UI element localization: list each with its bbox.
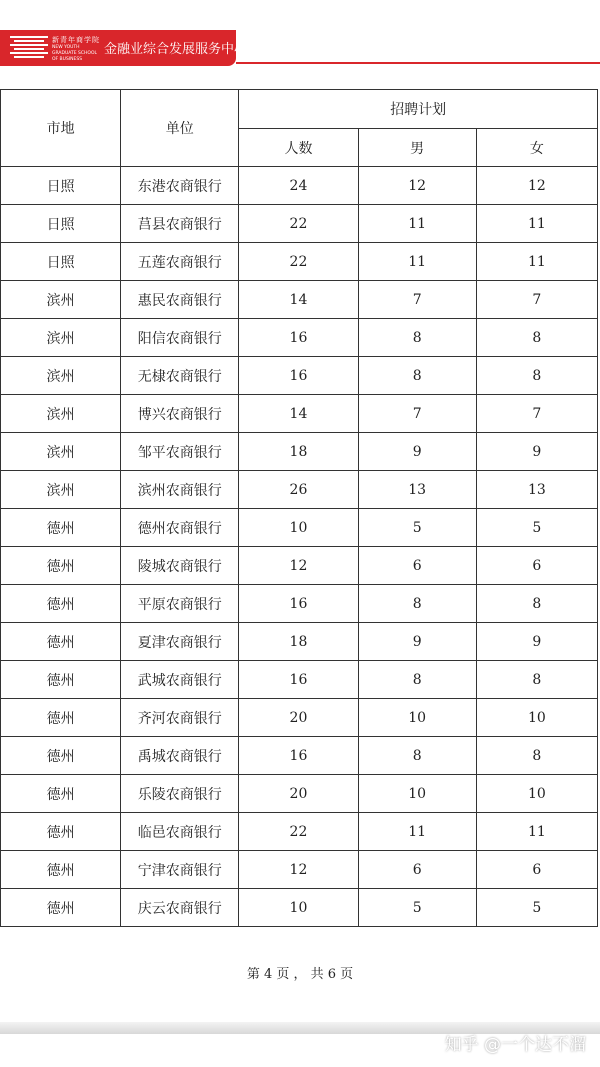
cell-unit: 临邑农商银行 [121,813,239,851]
recruitment-table [0,89,598,927]
cell-unit: 滨州农商银行 [121,471,239,509]
cell-city: 德州 [1,775,121,813]
cell-city: 滨州 [1,281,121,319]
cell-male: 11 [358,813,476,851]
cell-female: 5 [476,889,597,927]
cell-female: 5 [476,509,597,547]
table-row [1,737,598,775]
logo-en: NEW YOUTH GRADUATE SCHOOL OF BUSINESS [52,45,97,62]
cell-count: 20 [239,775,358,813]
table-row [1,319,598,357]
cell-female: 8 [476,319,597,357]
header-male: 男 [358,129,476,167]
cell-unit: 平原农商银行 [121,585,239,623]
cell-male: 8 [358,737,476,775]
school-logo-text [52,36,102,63]
cell-city: 德州 [1,737,121,775]
cell-city: 德州 [1,585,121,623]
table-row [1,547,598,585]
cell-unit: 陵城农商银行 [121,547,239,585]
cell-city: 德州 [1,889,121,927]
cell-male: 9 [358,623,476,661]
table-row [1,281,598,319]
cell-count: 18 [239,623,358,661]
table-row [1,661,598,699]
cell-female: 13 [476,471,597,509]
cell-count: 14 [239,395,358,433]
cell-city: 德州 [1,813,121,851]
cell-city: 德州 [1,623,121,661]
table-body [1,167,598,927]
cell-unit: 阳信农商银行 [121,319,239,357]
page-number: 第 4 页 ， 共 6 页 [246,967,354,982]
cell-count: 16 [239,319,358,357]
cell-city: 德州 [1,699,121,737]
watermark: 知乎 @一个达不溜 [444,1035,586,1055]
cell-female: 9 [476,433,597,471]
cell-unit: 庆云农商银行 [121,889,239,927]
cell-city: 滨州 [1,319,121,357]
cell-male: 11 [358,205,476,243]
cell-female: 8 [476,661,597,699]
cell-unit: 禹城农商银行 [121,737,239,775]
cell-unit: 武城农商银行 [121,661,239,699]
cell-male: 8 [358,319,476,357]
cell-male: 7 [358,281,476,319]
cell-male: 6 [358,851,476,889]
cell-female: 8 [476,357,597,395]
cell-female: 7 [476,395,597,433]
cell-male: 5 [358,509,476,547]
cell-unit: 宁津农商银行 [121,851,239,889]
cell-female: 6 [476,547,597,585]
cell-unit: 莒县农商银行 [121,205,239,243]
table-row [1,851,598,889]
cell-female: 10 [476,775,597,813]
header-city: 市地 [1,90,121,167]
cell-count: 20 [239,699,358,737]
cell-count: 16 [239,661,358,699]
cell-city: 德州 [1,509,121,547]
cell-male: 5 [358,889,476,927]
table-row [1,889,598,927]
header-unit: 单位 [121,90,239,167]
cell-male: 8 [358,357,476,395]
table-row [1,775,598,813]
cell-count: 10 [239,889,358,927]
cell-female: 11 [476,813,597,851]
cell-female: 9 [476,623,597,661]
cell-male: 9 [358,433,476,471]
table-row [1,585,598,623]
cell-count: 22 [239,243,358,281]
cell-unit: 五莲农商银行 [121,243,239,281]
header-plan: 招聘计划 [239,90,598,129]
cell-female: 8 [476,585,597,623]
cell-count: 24 [239,167,358,205]
cell-city: 德州 [1,661,121,699]
table-row [1,167,598,205]
cell-city: 滨州 [1,433,121,471]
cell-unit: 无棣农商银行 [121,357,239,395]
cell-city: 日照 [1,167,121,205]
cell-unit: 夏津农商银行 [121,623,239,661]
cell-city: 德州 [1,851,121,889]
cell-count: 22 [239,205,358,243]
cell-count: 10 [239,509,358,547]
header-title: 金融业综合发展服务中心 [104,42,248,57]
cell-male: 8 [358,585,476,623]
cell-male: 13 [358,471,476,509]
cell-female: 11 [476,205,597,243]
cell-male: 12 [358,167,476,205]
cell-female: 12 [476,167,597,205]
cell-count: 22 [239,813,358,851]
cell-city: 滨州 [1,357,121,395]
table-row [1,509,598,547]
school-logo-icon [10,35,48,59]
cell-city: 日照 [1,205,121,243]
header-female: 女 [476,129,597,167]
cell-count: 16 [239,737,358,775]
cell-count: 16 [239,585,358,623]
cell-count: 12 [239,547,358,585]
cell-male: 8 [358,661,476,699]
table-row [1,471,598,509]
cell-unit: 东港农商银行 [121,167,239,205]
header-divider [236,62,600,64]
cell-unit: 德州农商银行 [121,509,239,547]
cell-male: 10 [358,699,476,737]
cell-female: 6 [476,851,597,889]
cell-male: 11 [358,243,476,281]
cell-count: 14 [239,281,358,319]
table-row [1,243,598,281]
table-row [1,357,598,395]
cell-count: 16 [239,357,358,395]
cell-city: 日照 [1,243,121,281]
cell-unit: 博兴农商银行 [121,395,239,433]
table-row [1,205,598,243]
cell-female: 8 [476,737,597,775]
table-row [1,433,598,471]
cell-city: 滨州 [1,471,121,509]
cell-female: 11 [476,243,597,281]
table-row [1,813,598,851]
cell-count: 26 [239,471,358,509]
cell-count: 12 [239,851,358,889]
cell-count: 18 [239,433,358,471]
logo-cn: 新青年商学院 [52,36,100,44]
cell-unit: 惠民农商银行 [121,281,239,319]
cell-city: 滨州 [1,395,121,433]
cell-male: 7 [358,395,476,433]
cell-unit: 乐陵农商银行 [121,775,239,813]
cell-male: 10 [358,775,476,813]
page-header [0,0,600,66]
cell-city: 德州 [1,547,121,585]
table-row [1,623,598,661]
table-row [1,699,598,737]
cell-unit: 齐河农商银行 [121,699,239,737]
header-count: 人数 [239,129,358,167]
cell-unit: 邹平农商银行 [121,433,239,471]
cell-female: 10 [476,699,597,737]
table-row [1,395,598,433]
cell-male: 6 [358,547,476,585]
cell-female: 7 [476,281,597,319]
